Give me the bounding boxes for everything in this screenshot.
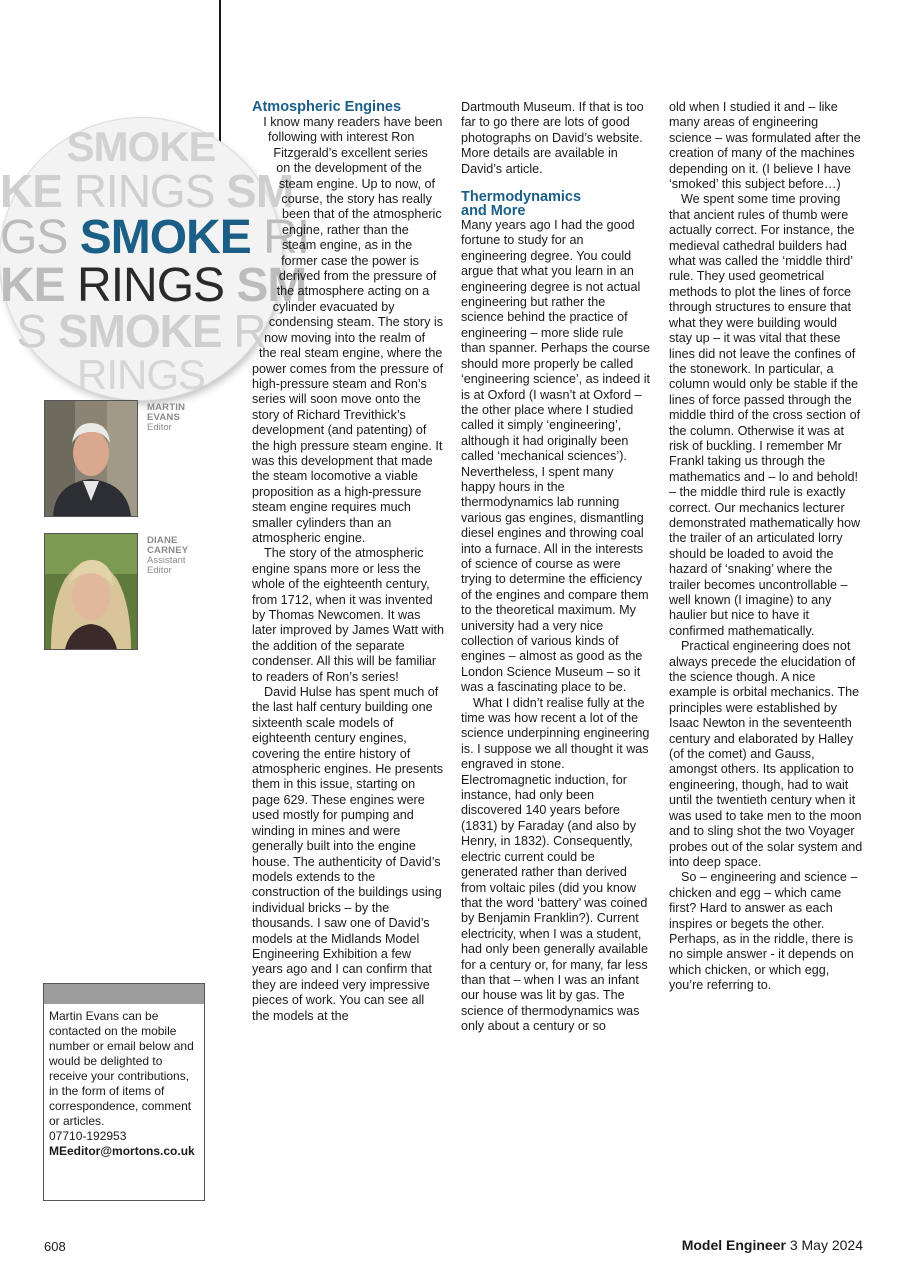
staff-role: Editor (147, 422, 172, 433)
paragraph: Many years ago I had the good fortune to study for an engineering degree. You could argue that what you learn in an engineering degree is not actual engineering but rather the science behind the practice of engineering – more slide rule than spanner. Perhaps the course should more properly be called ‘engineering science’, as indeed it is at Oxford (I wasn’t at Oxford – the other place where I studied called it simply ‘engineering’, although it had originally been called ‘mechanical sciences’). Nevertheless, I spent many happy hours in the thermodynamics lab running various gas engines, dismantling diesel engines and throwing coal into a furnace. All in the interests of science of course as were trying to determine the efficiency of the engines and compare them to the theoretical maximum. My university had a very nice collection of various kinds of engines – almost as good as the London Science Museum – so it was a fascinating place to be. (461, 218, 651, 695)
logo-row: KE RINGS SM (0, 165, 294, 217)
staff-name: DIANE CARNEY (147, 535, 189, 556)
contact-email-link[interactable]: MEeditor@mortons.co.uk (49, 1144, 195, 1158)
logo-rings-word: RINGS (77, 259, 225, 312)
contact-box (43, 983, 205, 1201)
contact-box-header-bar (44, 984, 204, 1004)
paragraph: So – engineering and science – chicken and egg – which came first? Hard to answer as each inspires or begets the other. Perhaps, as in the riddle, there is no simple answer - it depends on which chicken, or which egg, you’re referring to. (669, 870, 858, 993)
diane-carney-photo (44, 533, 138, 650)
page-number: 608 (44, 1239, 66, 1254)
logo-smoke-word: SMOKE (79, 211, 251, 264)
article-column-1 (252, 100, 444, 1024)
section-heading: Atmospheric Engines (252, 99, 402, 115)
staff-credit-martin (147, 403, 185, 433)
magazine-footer (682, 1237, 863, 1253)
logo-row: SMOKE (66, 123, 216, 170)
logo-row: GS SMOKE RI (0, 211, 310, 264)
paragraph: The story of the atmospheric engine spans more or less the whole of the eighteenth century, from 1712, when it was invented by Thomas Newcomen. It was later improved by James Watt with the addition of the separate condenser. All this will be familiar to readers of Ron’s series! (252, 546, 444, 684)
paragraph: David Hulse has spent much of the last half century building one sixteenth scale models of eighteenth century engines, covering the entire history of atmospheric engines. He presents them in this issue, starting on page 629. These engines were used mostly for pumping and winding in mines and were generally built into the engine house. The authenticity of David’s models extends to the construction of the buildings using individual bricks – by the thousands. I saw one of David’s models at the Midlands Model Engineering Exhibition a few years ago and I can confirm that they are indeed very impressive pieces of work. You can see all the models at the (252, 685, 444, 1023)
staff-role: Assistant Editor (147, 555, 186, 576)
paragraph: I know many readers have been following with interest Ron Fitzgerald’s excellent series on the development of the steam engine. Up to now, of course, the story has really been that of the atmospheric engine, rather than the steam engine, as in the former case the power is derived from the pressure of the atmosphere acting on a cylinder evacuated by condensing steam. The story is now moving into the realm of the real steam engine, where the power comes from the pressure of high-pressure steam and Ron’s series will soon move onto the story of Richard Trevithick’s development (and patenting) of the high pressure steam engine. It was this development that made the steam locomotive a viable proposition as a high-pressure steam engine requires much smaller cylinders than an atmospheric engine. (252, 115, 444, 545)
paragraph: Dartmouth Museum. If that is too far to go there are lots of good photographs on David’s website. More details are available in David’s article. (461, 100, 644, 176)
issue-date: 3 May 2024 (789, 1237, 863, 1253)
contact-text: Martin Evans can be contacted on the mobile number or email below and would be delighted to receive your contributions, in the form of items of correspondence, comment or articles. (49, 1009, 194, 1128)
smoke-rings-logo (0, 118, 310, 400)
article-column-3 (669, 100, 863, 994)
staff-name: MARTIN EVANS (147, 402, 186, 423)
logo-row: KE RINGS SM (0, 259, 307, 312)
magazine-name: Model Engineer (681, 1237, 786, 1253)
article-column-2 (461, 100, 651, 1035)
staff-credit-diane (147, 536, 188, 576)
section-heading: Thermodynamics and More (461, 189, 582, 220)
martin-evans-photo (44, 400, 138, 517)
paragraph: Practical engineering does not always precede the elucidation of the science though. A nice example is orbital mechanics. The principles were established by Isaac Newton in the seventeenth century and elaborated by Halley (of the comet) and Gauss, amongst others. Its application to engineering, though, had to wait until the twentieth century when it was used to take men to the moon and to sling shot the two Voyager probes out of the solar system and into deep space. (669, 639, 863, 869)
paragraph: We spent some time proving that ancient rules of thumb were actually correct. For instance, the medieval cathedral builders had what was called the ‘middle third’ rule. They used geometrical methods to plot the lines of force through structures to ensure that what they were building would stay up – it was vital that these lines did not leave the confines of the stonework. In particular, a column would only be stable if the lines of force passed through the middle third of the cross section of the column. Otherwise it was at risk of buckling. I remember Mr Frankl taking us through the mathematics and – lo and behold! – the middle third rule is exactly correct. Our mechanics lecturer demonstrated mathematically how the trailer of an articulated lorry should be loaded to avoid the hazard of ‘snaking’ where the trailer becomes uncontrollable – well known (I imagine) to any haulier but nice to have it confirmed mathematically. (669, 192, 861, 638)
logo-row: RINGS (76, 351, 205, 398)
paragraph: What I didn’t realise fully at the time was how recent a lot of the science underpinning engineering is. I suppose we all thought it was engraved in stone. Electromagnetic induction, for instance, had only been discovered 140 years before (1831) by Faraday (and also by Henry, in 1832). Consequently, electric current could be generated rather than derived from voltaic piles (did you know that the word ‘battery’ was coined by Benjamin Franklin?). Current electricity, when I was a student, had only been generally available for a century or, for many, far less than that – when I was an infant our house was lit by gas. The science of thermodynamics was only about a century or so (461, 695, 650, 1034)
logo-row: S SMOKE R (16, 305, 266, 357)
paragraph: old when I studied it and – like many areas of engineering science – was formulated after the creation of many of the machines depending on it. (I believe I have ‘smoked’ this subject before…) (669, 100, 861, 192)
contact-phone: 07710-192953 (49, 1129, 127, 1143)
